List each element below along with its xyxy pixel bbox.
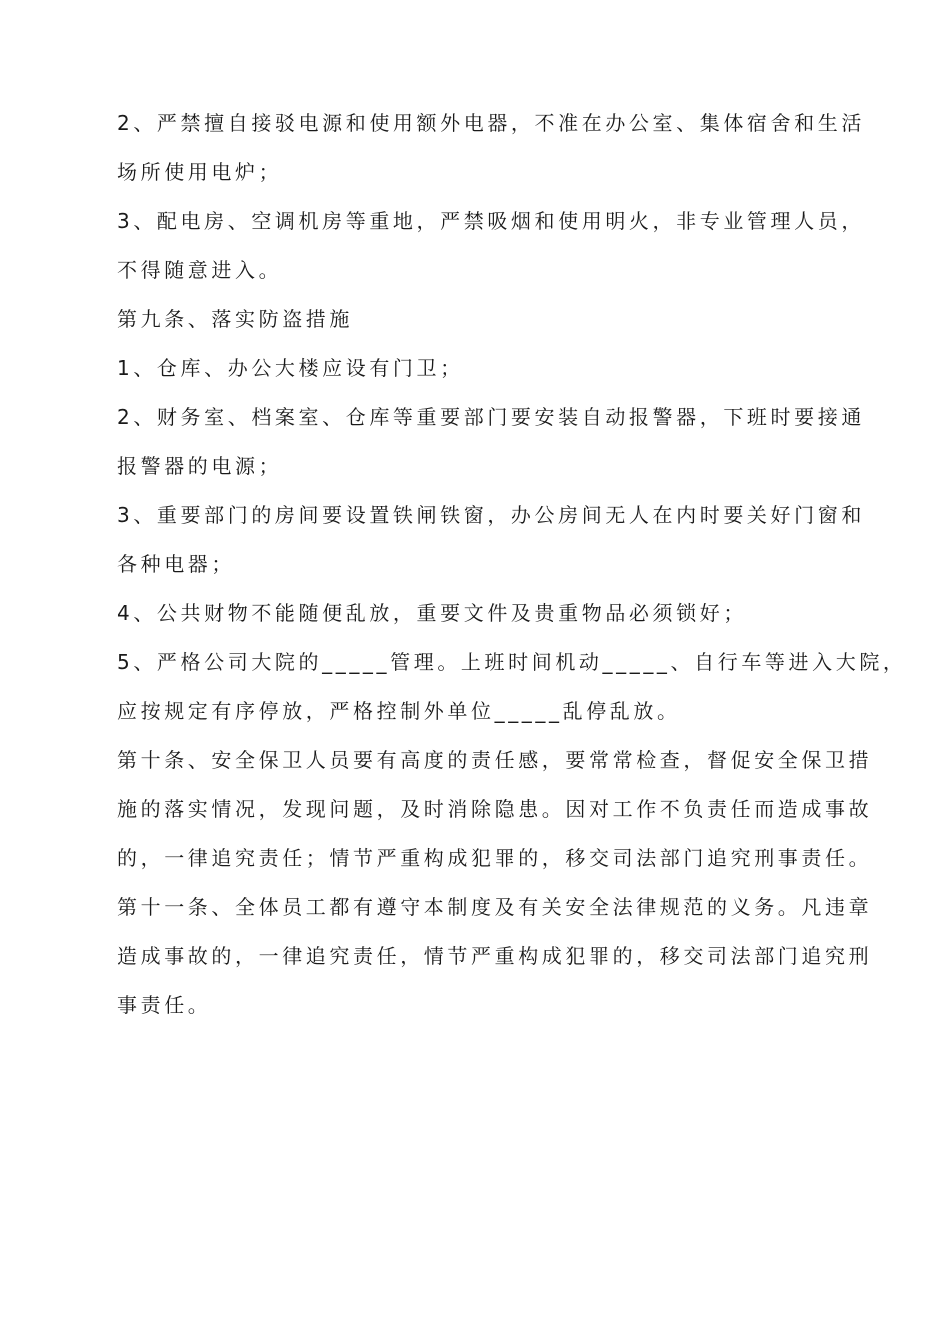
text-line: 4、公共财物不能随便乱放，重要文件及贵重物品必须锁好； [117,601,747,625]
text-line: 造成事故的，一律追究责任，情节严重构成犯罪的，移交司法部门追究刑 [117,944,873,968]
text-line: 场所使用电炉； [117,160,283,184]
text-line: 1、仓库、办公大楼应设有门卫； [117,356,464,380]
section-heading: 第九条、落实防盗措施 [117,307,353,331]
text-line: 2、严禁擅自接驳电源和使用额外电器，不准在办公室、集体宿舍和生活 [117,111,865,135]
text-line: 不得随意进入。 [117,258,283,282]
text-line: 3、配电房、空调机房等重地，严禁吸烟和使用明火，非专业管理人员， [117,209,865,233]
text-line: 的，一律追究责任；情节严重构成犯罪的，移交司法部门追究刑事责任。 [117,846,873,870]
text-line: 事责任。 [117,993,212,1017]
text-line: 3、重要部门的房间要设置铁闸铁窗，办公房间无人在内时要关好门窗和 [117,503,865,527]
text-line: 报警器的电源； [117,454,283,478]
text-line: 第十条、安全保卫人员要有高度的责任感，要常常检查，督促安全保卫措 [117,748,873,772]
text-line: 各种电器； [117,552,235,576]
text-line: 施的落实情况，发现问题，及时消除隐患。因对工作不负责任而造成事故 [117,797,873,821]
text-line: 2、财务室、档案室、仓库等重要部门要安装自动报警器，下班时要接通 [117,405,865,429]
text-line: 应按规定有序停放，严格控制外单位_____乱停乱放。 [117,699,681,723]
text-line: 5、严格公司大院的_____管理。上班时间机动_____、自行车等进入大院， [117,650,907,674]
document-body [117,99,907,1030]
text-line: 第十一条、全体员工都有遵守本制度及有关安全法律规范的义务。凡违章 [117,895,873,919]
